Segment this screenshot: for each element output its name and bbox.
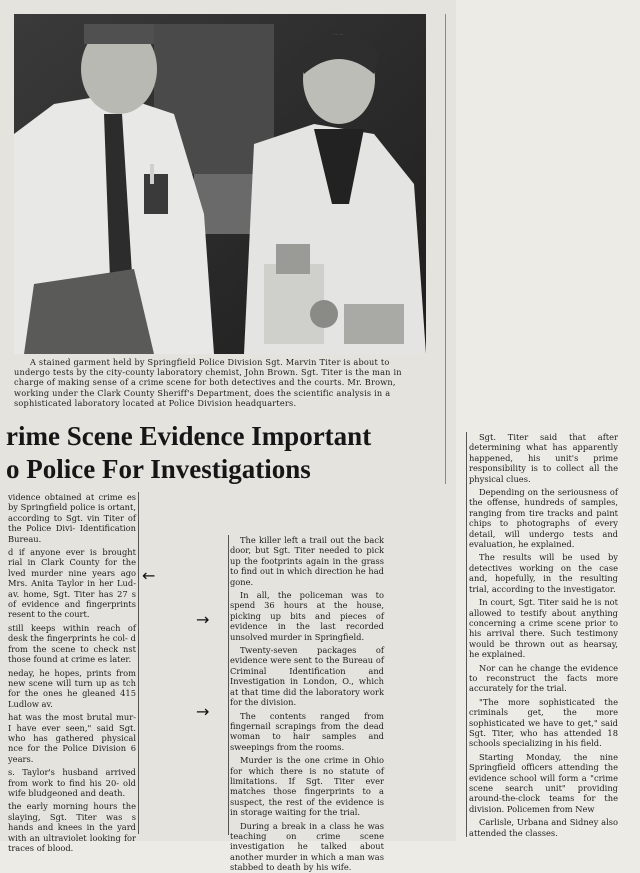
paragraph: vidence obtained at crime es by Springfield police is ortant, according to Sgt. vin Titer of the Police Divi- Identification Bureau. (8, 492, 136, 544)
photo-caption: A stained garment held by Springfield Police Division Sgt. Marvin Titer is about to undergo tests by the city-county laboratory chemist, John Brown. Sgt. Titer is the man in charge of making sense of a crime scene for both detectives and the courts. Mr. Brown, working under the Clark County Sheriff's Department, does the scientific analysis in a sophisticated laboratory located at Police Division headquarters. (14, 357, 402, 408)
paragraph: During a break in a class he was teaching on crime scene investigation he talked about another murder in which a man was stabbed to death by his wife. (230, 820, 384, 873)
paragraph: Murder is the one crime in Ohio for which there is no statute of limitations. If Sgt. Titer ever matches those fingerprints to a suspect, the rest of the evidence is in storage waiting for the trial. (230, 755, 384, 818)
article-column-2 (230, 535, 384, 873)
column-divider (445, 14, 446, 484)
photo-illustration (14, 14, 426, 354)
paragraph: Nor can he change the evidence to reconstruct the facts more accurately for the trial. (469, 662, 618, 694)
paragraph: Depending on the seriousness of the offense, hundreds of samples, ranging from tire tracks and paint chips to photographs of every detail, will undergo tests and evaluation, he explained. (469, 487, 618, 550)
paragraph: s. Taylor's husband arrived from work to find his 20- old wife bludgeoned and death. (8, 767, 136, 798)
paragraph: In court, Sgt. Titer said he is not allowed to testify about anything concerning a crime scene prior to his arrival there. Such testimony would be thrown out as hearsay, he explained. (469, 597, 618, 660)
article-column-3 (469, 432, 618, 837)
paragraph: d if anyone ever is brought rial in Clark County for the lved murder nine years ago Mrs. Anita Taylor in her Lud- av. home, Sgt. Titer has 27 s of evidence and fingerprints resent to the court. (8, 547, 136, 620)
paragraph: "The more sophisticated the criminals get, the more sophisticated we have to get," said Sgt. Titer, who has attended 18 schools specializing in his field. (469, 696, 618, 749)
paragraph: The results will be used by detectives working on the case and, hopefully, in the resulting trial, according to the investigator. (469, 552, 618, 594)
paragraph: Starting Monday, the nine Springfield officers attending the evidence school will form a "crime scene search unit" providing around-the-clock teams for the division. Policemen from New (469, 751, 618, 814)
paragraph: In all, the policeman was to spend 36 hours at the house, picking up bits and pieces of evidence in the last recorded unsolved murder in Springfield. (230, 590, 384, 642)
article-column-1 (8, 492, 136, 853)
paragraph: The contents ranged from fingernail scrapings from the dead woman to hair samples and sweepings from the rooms. (230, 710, 384, 752)
handwritten-arrow-right: → (196, 610, 210, 629)
paragraph: still keeps within reach of desk the fingerprints he col- d from the scene to check nst those found at crime es later. (8, 622, 136, 665)
paragraph: hat was the most brutal mur- I have ever seen," said Sgt. who has gathered physical nce for the Police Division 6 years. (8, 712, 136, 764)
paragraph: the early morning hours the slaying, Sgt. Titer was s hands and knees in the yard with an ultraviolet looking for traces of blood. (8, 801, 136, 853)
handwritten-arrow-right: → (196, 702, 210, 721)
paragraph: Carlisle, Urbana and Sidney also attended the classes. (469, 817, 618, 838)
column-rule (228, 535, 229, 835)
paragraph: The killer left a trail out the back door, but Sgt. Titer needed to pick up the footprints again in the grass to find out in which direction he had gone. (230, 535, 384, 587)
column-rule (466, 432, 467, 837)
article-headline: rime Scene Evidence Important o Police For Investigations (6, 421, 372, 484)
paragraph: Sgt. Titer said that after determining what has apparently happened, his unit's prime responsibility is to collect all the physical clues. (469, 432, 618, 484)
paragraph: Twenty-seven packages of evidence were sent to the Bureau of Criminal Identification and Investigation in London, O., which at that time did the laboratory work for the division. (230, 645, 384, 708)
handwritten-arrow-left: ← (142, 566, 156, 585)
paragraph: neday, he hopes, prints from new scene will turn up as tch for the ones he gleaned 415 Ludlow av. (8, 667, 136, 709)
article-photo (14, 14, 426, 354)
column-rule (138, 492, 139, 834)
